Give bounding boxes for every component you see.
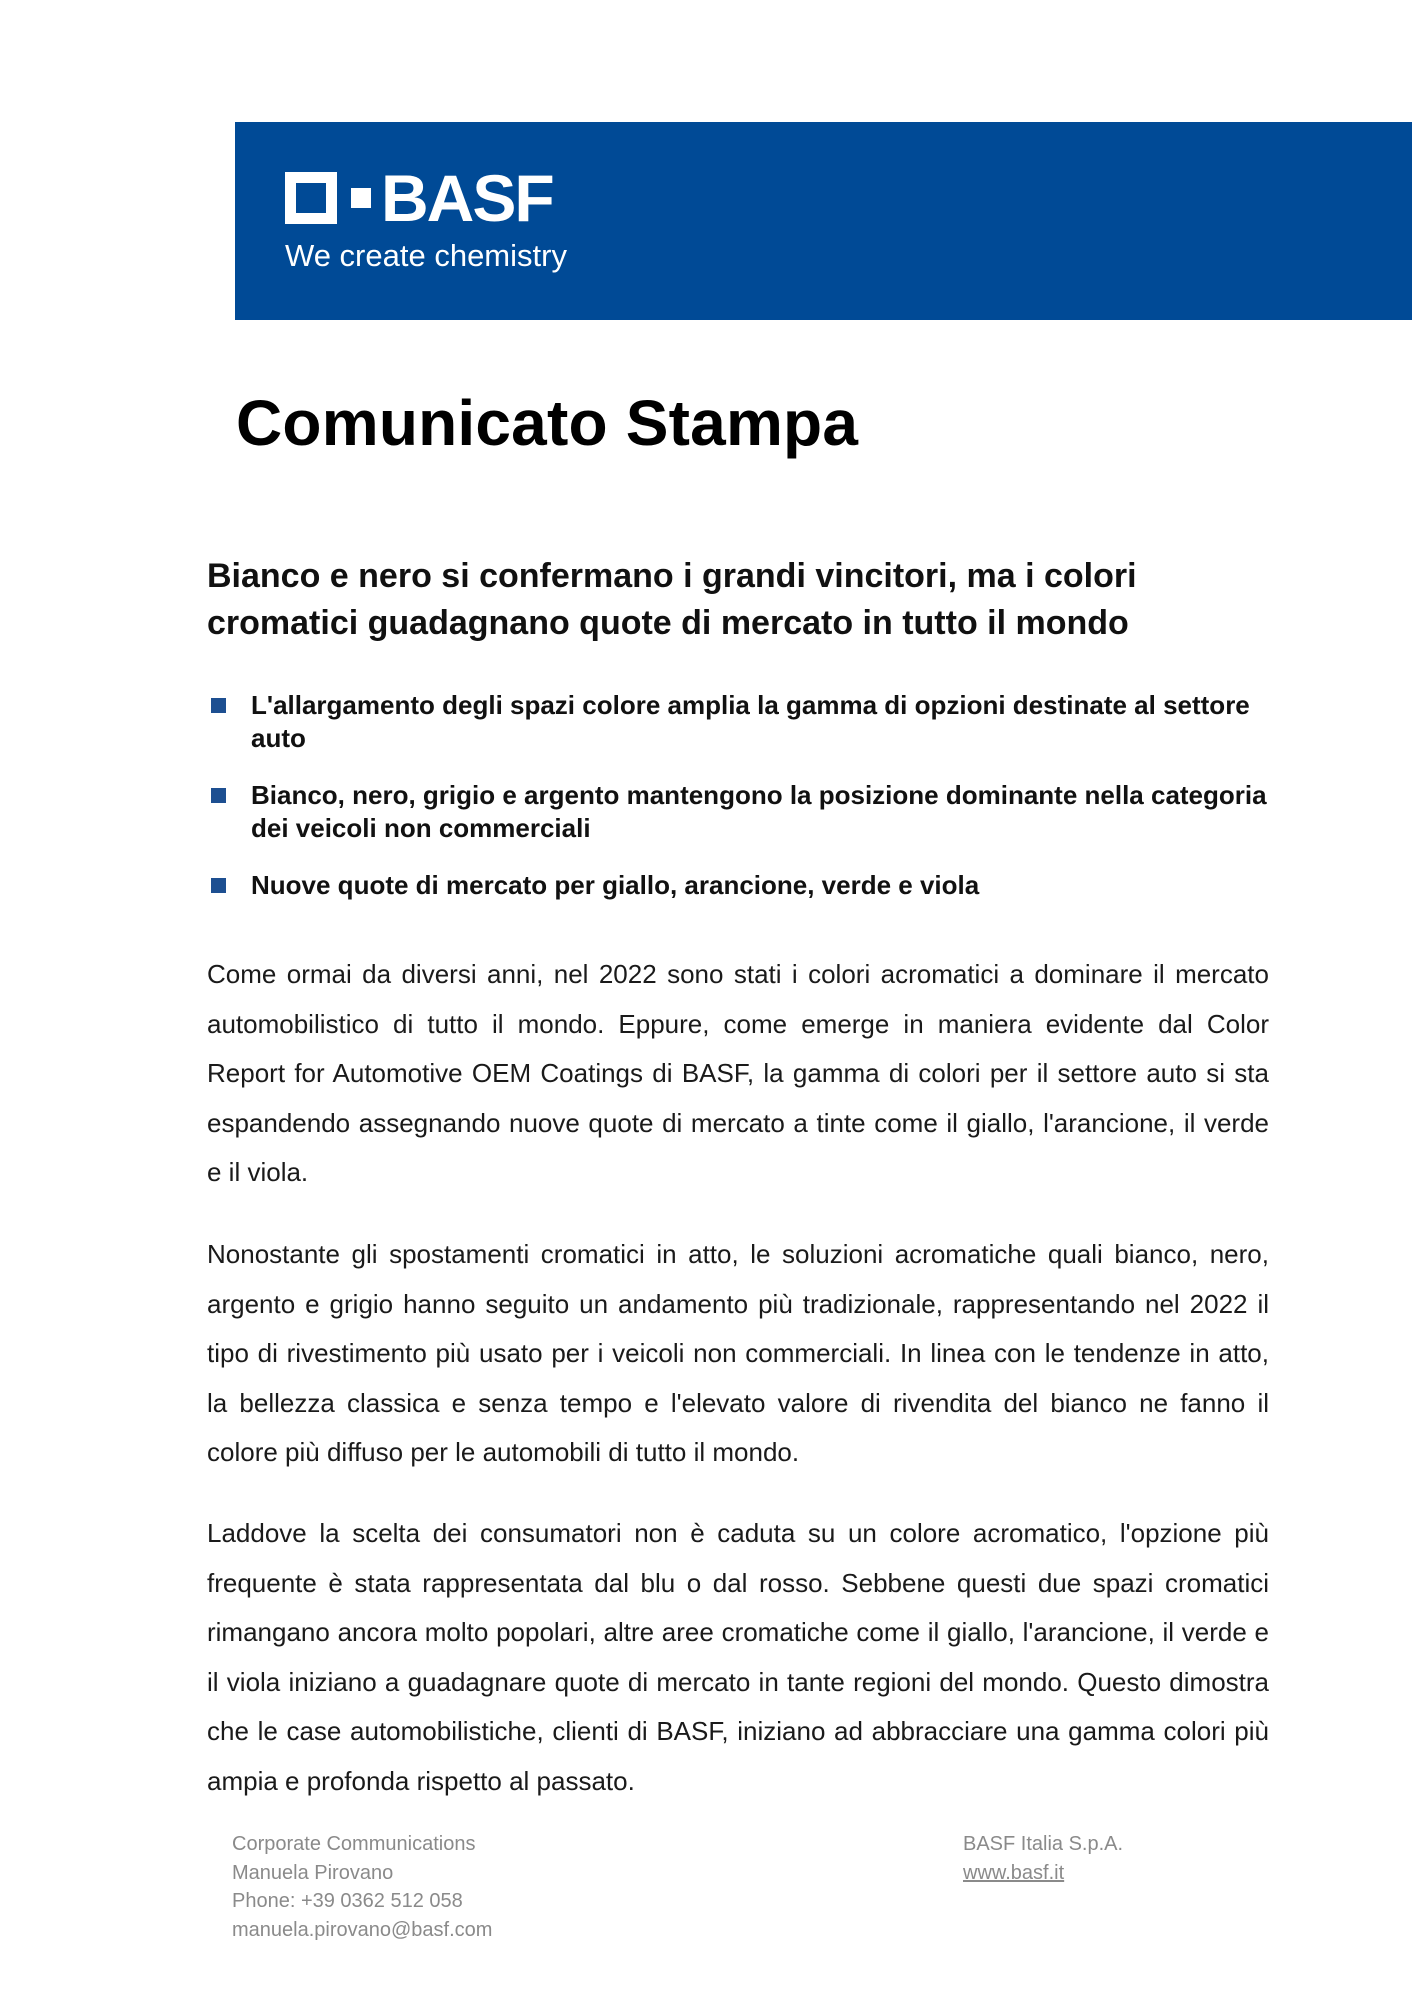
body-paragraph: Laddove la scelta dei consumatori non è caduta su un colore acromatico, l'opzione più frequente è stata rappresentata dal blu o dal rosso. Sebbene questi due spazi cromatici rimangano ancora molto popolari, altre aree cromatiche come il giallo, l'arancione, il verde e il viola iniziano a guadagnare quote di mercato in tante regioni del mondo. Questo dimostra che le case automobilistiche, clienti di BASF, iniziano ad abbracciare una gamma colori più ampia e profonda rispetto al passato.	[207, 1518, 1269, 1796]
bullet-text: L'allargamento degli spazi colore amplia la gamma di opzioni destinate al settore auto	[251, 690, 1250, 753]
bullet-square-icon	[211, 878, 226, 893]
bullet-square-icon	[211, 698, 226, 713]
bullet-item	[207, 779, 1287, 845]
body-paragraph: Come ormai da diversi anni, nel 2022 sono stati i colori acromatici a dominare il mercato automobilistico di tutto il mondo. Eppure, come emerge in maniera evidente dal Color Report for Automotive OEM Coatings di BASF, la gamma di colori per il settore auto si sta espandendo assegnando nuove quote di mercato a tinte come il giallo, l'arancione, il verde e il viola.	[207, 959, 1269, 1188]
footer-department: Corporate Communications	[232, 1833, 476, 1855]
logo-square-outline-icon	[285, 172, 337, 224]
footer-contact-name: Manuela Pirovano	[232, 1861, 394, 1884]
logo-wordmark: BASF	[381, 161, 553, 235]
header-banner	[235, 122, 1412, 320]
body-paragraph: Nonostante gli spostamenti cromatici in atto, le soluzioni acromatiche quali bianco, nero, argento e grigio hanno seguito un andamento più tradizionale, rappresentando nel 2022 il tipo di rivestimento più usato per i veicoli non commerciali. In linea con le tendenze in atto, la bellezza classica e senza tempo e l'elevato valore di rivendita del bianco ne fanno il colore più diffuso per le automobili di tutto il mondo.	[207, 1239, 1269, 1468]
footer-phone: Phone: +39 0362 512 058	[232, 1890, 463, 1912]
bullet-text: Nuove quote di mercato per giallo, arancione, verde e viola	[251, 870, 980, 900]
bullet-item	[207, 869, 1287, 902]
logo-tagline: We create chemistry	[285, 238, 567, 273]
footer-contact	[232, 1830, 492, 1944]
footer-email[interactable]: manuela.pirovano@basf.com	[232, 1918, 493, 1941]
bullet-list	[207, 689, 1287, 926]
basf-logo	[285, 161, 553, 235]
bullet-item	[207, 689, 1287, 755]
bullet-text: Bianco, nero, grigio e argento mantengono la posizione dominante nella categoria dei veicoli non commerciali	[251, 780, 1267, 843]
bullet-square-icon	[211, 788, 226, 803]
footer-company-name: BASF Italia S.p.A.	[963, 1833, 1124, 1855]
headline: Bianco e nero si confermano i grandi vincitori, ma i colori cromatici guadagnano quote di mercato in tutto il mondo	[207, 557, 1137, 642]
logo-square-small-icon	[351, 188, 371, 208]
footer-website-link[interactable]: www.basf.it	[963, 1861, 1065, 1884]
document-title: Comunicato Stampa	[236, 387, 859, 459]
footer-company	[963, 1830, 1123, 1887]
